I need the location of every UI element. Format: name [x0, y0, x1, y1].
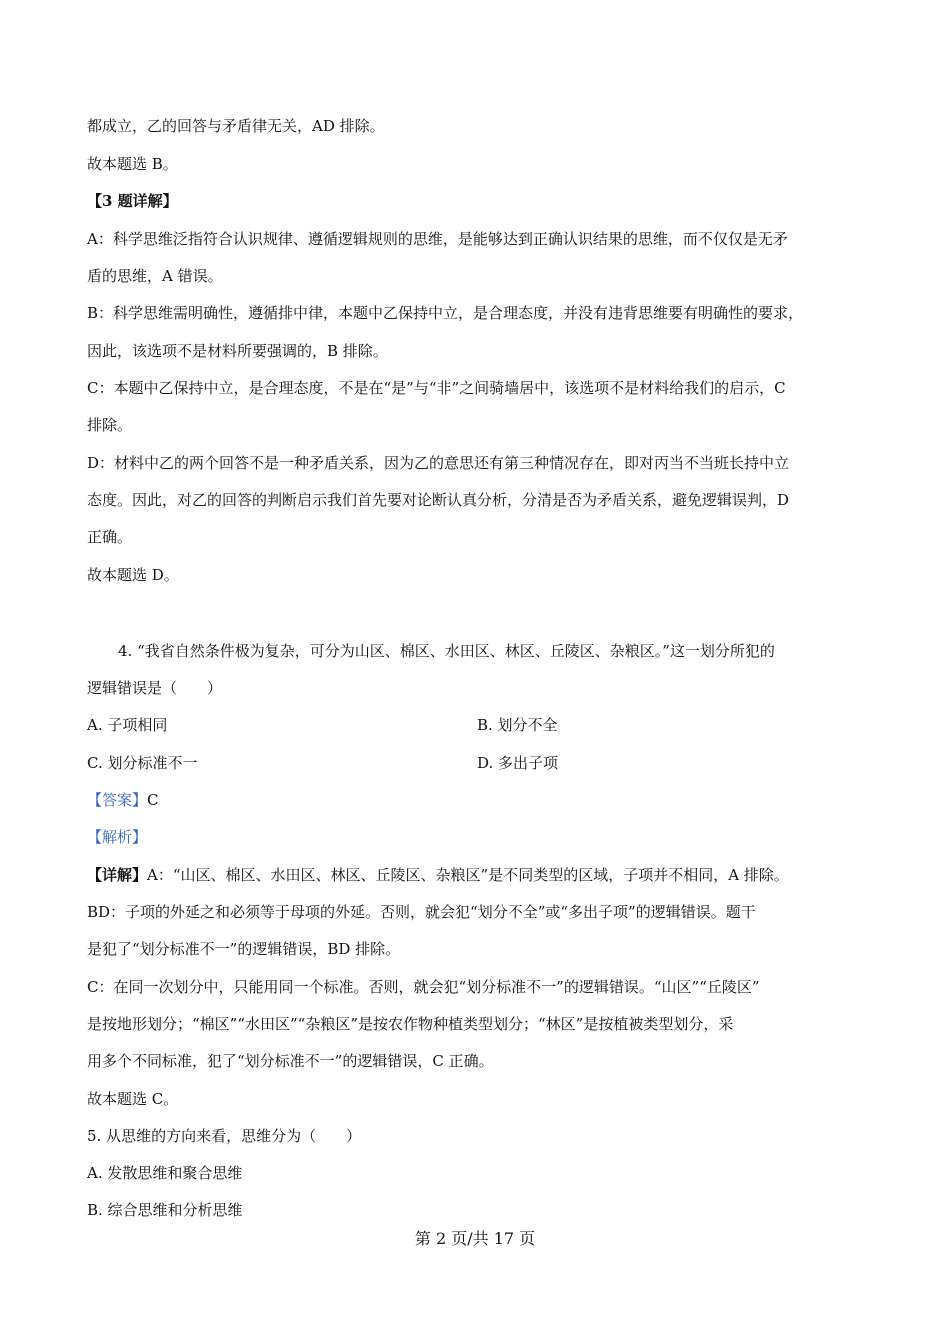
page-number: 第 2 页/共 17 页 [414, 1229, 536, 1248]
text-line: 态度。因此，对乙的回答的判断启示我们首先要对论断认真分析，分清是否为矛盾关系，避免逻辑误判，D [87, 491, 790, 509]
text-line: A：科学思维泛指符合认识规律、遵循逻辑规则的思维，是能够达到正确认识结果的思维，而不仅仅是无矛 [87, 230, 788, 248]
text-line: 因此，该选项不是材料所要强调的，B 排除。 [87, 342, 388, 360]
answer-row [87, 789, 159, 811]
question-4-stem-cont: 逻辑错误是（ ） [87, 679, 223, 697]
text-line: 盾的思维，A 错误。 [87, 267, 223, 285]
option-b: B. 综合思维和分析思维 [87, 1201, 243, 1219]
text-line: BD：子项的外延之和必须等于母项的外延。否则，就会犯“划分不全”或“多出子项”的逻辑错误。题干 [87, 903, 756, 921]
text-line: 故本题选 C。 [87, 1090, 179, 1108]
option-b: B. 划分不全 [477, 716, 558, 734]
detail-row [87, 864, 789, 886]
question-5-stem: 5. 从思维的方向来看，思维分为（ ） [87, 1127, 362, 1145]
question-4-stem: 4. “我省自然条件极为复杂，可分为山区、棉区、水田区、林区、丘陵区、杂粮区。”这一划分所犯的 [118, 642, 775, 660]
answer-value: C [147, 791, 159, 809]
text-line: 用多个不同标准，犯了“划分标准不一”的逻辑错误，C 正确。 [87, 1052, 494, 1070]
text-line: 是犯了“划分标准不一”的逻辑错误，BD 排除。 [87, 940, 401, 958]
section-heading: 【3 题详解】 [87, 192, 178, 210]
analysis-tag: 【解析】 [87, 828, 148, 846]
text-line: 都成立，乙的回答与矛盾律无关，AD 排除。 [87, 117, 385, 135]
answer-tag: 【答案】 [87, 791, 148, 809]
option-d: D. 多出子项 [477, 754, 559, 772]
text-line: B：科学思维需明确性，遵循排中律，本题中乙保持中立，是合理态度，并没有违背思维要有明确性的要求， [87, 304, 804, 322]
text-line: D：材料中乙的两个回答不是一种矛盾关系，因为乙的意思还有第三种情况存在，即对丙当不当班长持中立 [87, 454, 790, 472]
text-line: 排除。 [87, 416, 133, 434]
text-line: C：本题中乙保持中立，是合理态度，不是在“是”与“非”之间骑墙居中，该选项不是材料给我们的启示，C [87, 379, 786, 397]
text-line: 故本题选 D。 [87, 566, 179, 584]
detail-text: A：“山区、棉区、水田区、林区、丘陵区、杂粮区”是不同类型的区域，子项并不相同，A 排除。 [147, 866, 789, 884]
text-line: 是按地形划分；“棉区”“水田区”“杂粮区”是按农作物种植类型划分；“林区”是按植被类型划分，采 [87, 1015, 734, 1033]
option-a: A. 子项相同 [87, 716, 168, 734]
option-a: A. 发散思维和聚合思维 [87, 1164, 243, 1182]
text-line: 正确。 [87, 528, 133, 546]
text-line: C：在同一次划分中，只能用同一个标准。否则，就会犯“划分标准不一”的逻辑错误。“山区”“丘陵区” [87, 978, 760, 996]
option-c: C. 划分标准不一 [87, 754, 198, 772]
text-line: 故本题选 B。 [87, 155, 178, 173]
detail-tag: 【详解】 [87, 866, 148, 884]
